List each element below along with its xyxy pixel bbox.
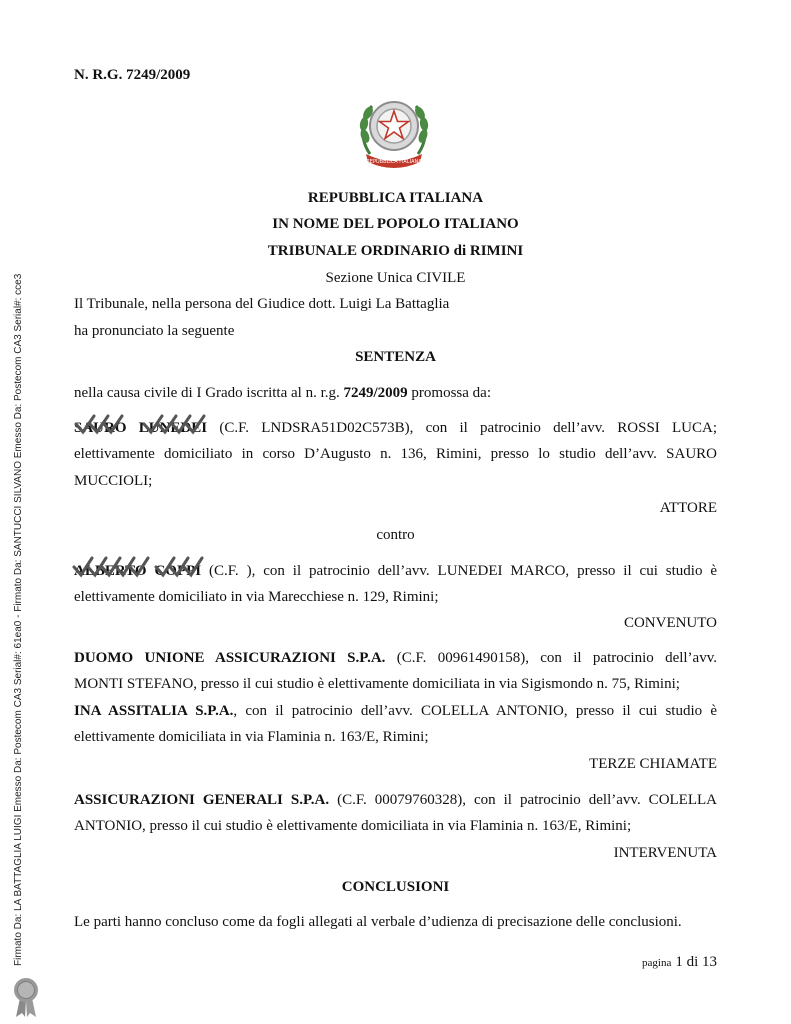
convenuto-line1-rest: (C.F. ), con il patrocinio dell’avv. LUNEDEI MARCO, presso il cui studio è xyxy=(209,563,717,579)
header-people: IN NOME DEL POPOLO ITALIANO xyxy=(272,216,519,232)
attore-line2: elettivamente domiciliato in corso D’Augusto n. 136, Rimini, presso lo studio dell’avv. SAURO xyxy=(74,446,717,462)
intro-pronounced: ha pronunciato la seguente xyxy=(74,323,235,339)
intervenuta-role: INTERVENUTA xyxy=(613,845,717,861)
pagina-label: pagina xyxy=(642,957,672,969)
header-republic: REPUBBLICA ITALIANA xyxy=(307,190,484,206)
conclusioni-text: Le parti hanno concluso come da fogli allegati al verbale d’udienza di precisazione delle conclusioni. xyxy=(74,914,682,930)
attore-line1-rest: (C.F. LNDSRA51D02C573B), con il patrocinio dell’avv. ROSSI LUCA; xyxy=(219,420,718,436)
conclusioni-title: CONCLUSIONI xyxy=(341,879,450,895)
duomo-rest: (C.F. 00961490158), con il patrocinio dell’avv. xyxy=(396,650,717,666)
terze-role: TERZE CHIAMATE xyxy=(589,756,717,772)
causa-line xyxy=(74,384,491,403)
case-number: N. R.G. 7249/2009 xyxy=(74,67,191,83)
sentenza-title: SENTENZA xyxy=(355,349,436,365)
duomo-line2: MONTI STEFANO, presso il cui studio è elettivamente domiciliata in via Sigismondo n. 75, Rimini; xyxy=(74,676,680,692)
attore-name: SAURO LUNEDEI xyxy=(74,420,208,436)
redaction-checkmarks-convenuto xyxy=(72,553,212,581)
ina-line2: elettivamente domiciliata in via Flaminia n. 163/E, Rimini; xyxy=(74,729,429,745)
causa-suffix: promossa da: xyxy=(411,385,491,401)
generali-line2: ANTONIO, presso il cui studio è elettivamente domiciliata in via Flaminia n. 163/E, Rimini; xyxy=(74,818,632,834)
page-number: 1 di 13 xyxy=(675,954,717,970)
causa-number: 7249/2009 xyxy=(343,385,408,401)
generali-line1 xyxy=(74,791,717,810)
page-footer xyxy=(642,953,717,971)
convenuto-role: CONVENUTO xyxy=(623,615,717,631)
convenuto-line2: elettivamente domiciliato in via Marecchiese n. 129, Rimini; xyxy=(74,589,439,605)
header-section: Sezione Unica CIVILE xyxy=(325,270,466,286)
generali-name: ASSICURAZIONI GENERALI S.P.A. xyxy=(74,792,330,808)
ina-line1 xyxy=(74,702,717,721)
intro-judge: Il Tribunale, nella persona del Giudice dott. Luigi La Battaglia xyxy=(74,296,450,312)
contro-label: contro xyxy=(376,527,415,543)
duomo-name: DUOMO UNIONE ASSICURAZIONI S.P.A. xyxy=(74,650,386,666)
redaction-checkmarks-attore xyxy=(74,412,210,438)
seal-icon xyxy=(10,976,42,1018)
attore-role: ATTORE xyxy=(659,500,717,516)
ina-rest: , con il patrocinio dell’avv. COLELLA ANTONIO, presso il cui studio è xyxy=(233,703,718,719)
italian-republic-emblem-icon xyxy=(354,92,434,172)
emblem-ribbon-text: REPUBBLICA ITALIANA xyxy=(366,159,422,165)
duomo-line1 xyxy=(74,649,717,668)
generali-rest: (C.F. 00079760328), con il patrocinio dell’avv. COLELLA xyxy=(337,792,718,808)
convenuto-name: ALBERTO COPPI xyxy=(74,563,202,579)
signature-sidebar: Firmato Da: LA BATTAGLIA LUIGI Emesso Da: Postecom CA3 Serial#: 61ea0 - Firmato Da: SANTUCCI SILVANO Emesso Da: Postecom CA3 Serial#: cce3 xyxy=(13,273,24,966)
header-court: TRIBUNALE ORDINARIO di RIMINI xyxy=(267,243,524,259)
ina-name: INA ASSITALIA S.P.A. xyxy=(74,703,234,719)
causa-prefix: nella causa civile di I Grado iscritta al n. r.g. xyxy=(74,385,340,401)
attore-line3: MUCCIOLI; xyxy=(74,473,153,489)
